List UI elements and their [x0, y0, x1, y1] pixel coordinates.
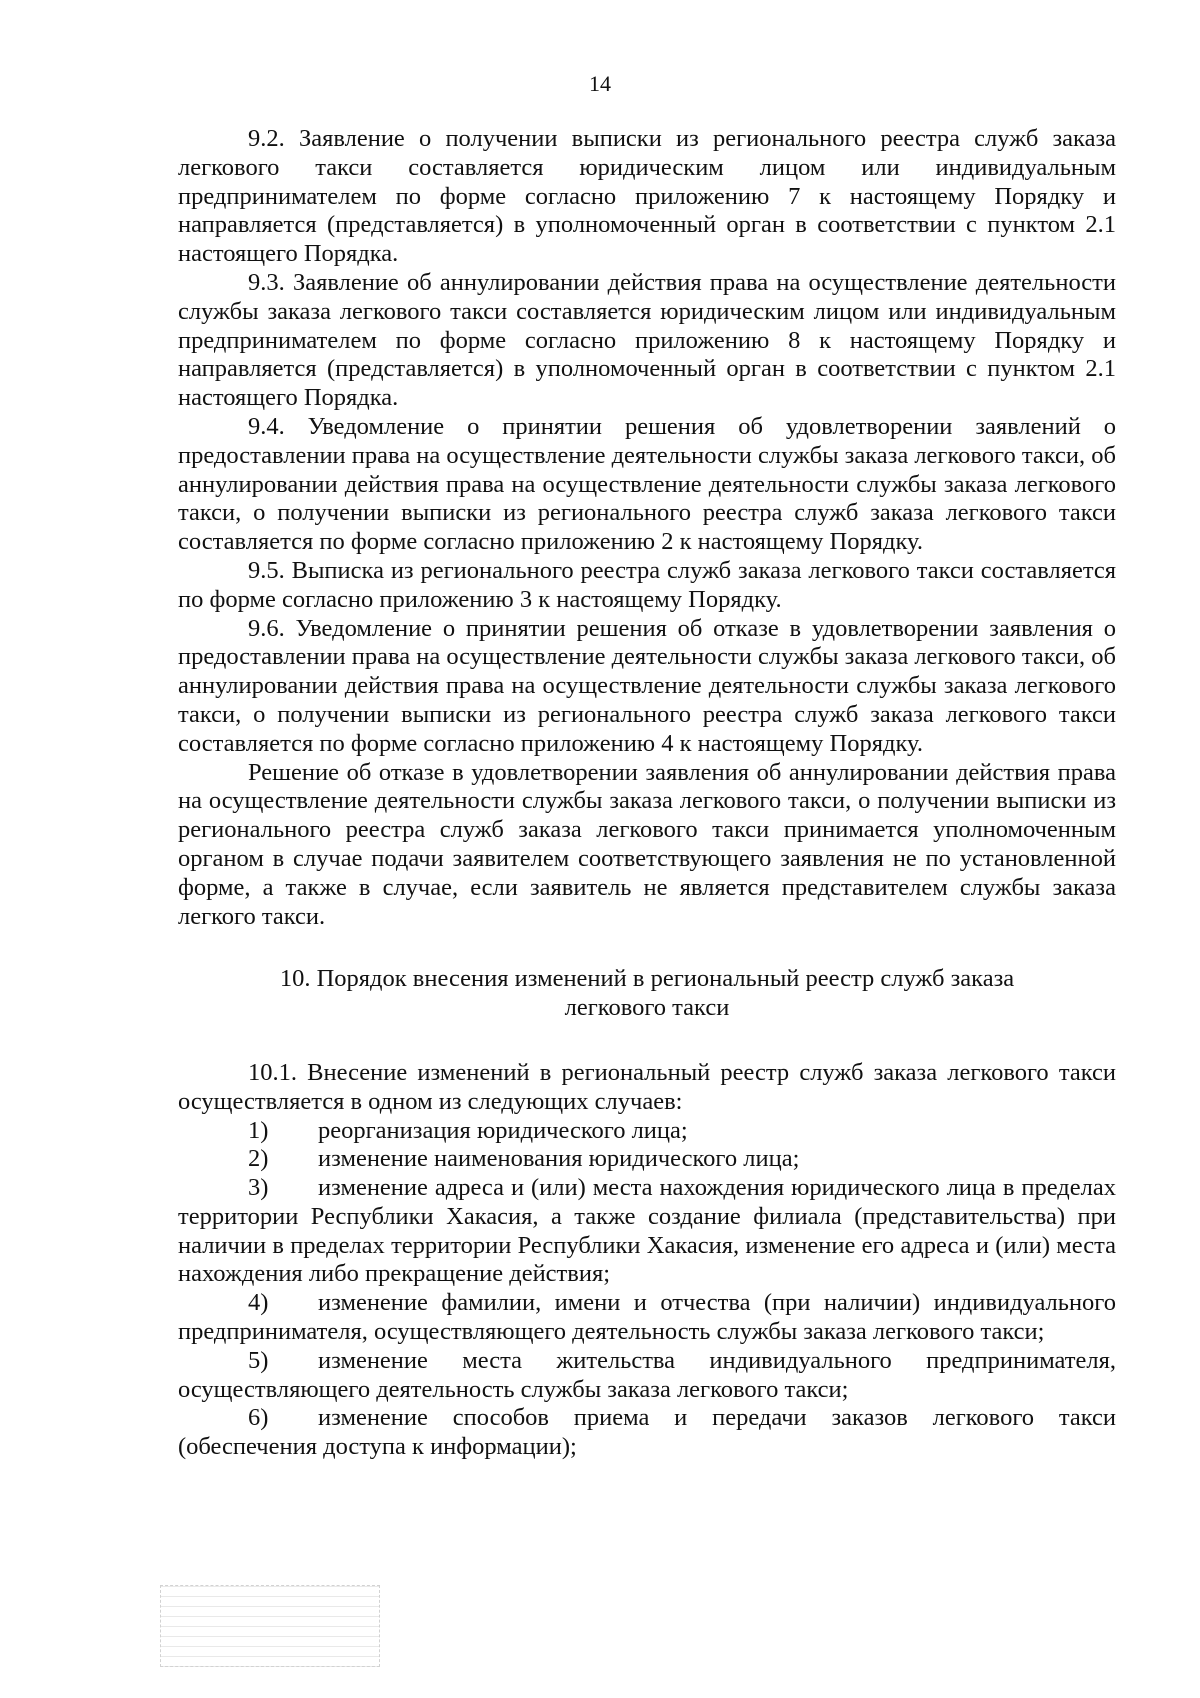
list-item-number: 1) [248, 1116, 269, 1144]
list-item-number: 4) [248, 1289, 269, 1317]
list-item-number: 2) [248, 1145, 269, 1173]
list-item [178, 1117, 1116, 1146]
paragraph-refusal-decision: Решение об отказе в удовлетворении заявления об аннулировании действия права на осуществление деятельности службы заказа легкового такси, о получении выписки из регионального реестра служб заказа легкового такси принимается уполномоченным органом в случае подачи заявителем соответствующего заявления не по установленной форме, а также в случае, если заявитель не является представителем службы заказа легкого такси. [178, 758, 1116, 930]
section-heading-line-1: 10. Порядок внесения изменений в региональный реестр служб заказа [279, 965, 1015, 993]
paragraph-9-5: 9.5. Выписка из регионального реестра служб заказа легкового такси составляется по форме согласно приложению 3 к настоящему Порядку. [178, 556, 1116, 613]
paragraph-9-3: 9.3. Заявление об аннулировании действия права на осуществление деятельности службы заказа легкового такси составляется юридическим лицом или индивидуальным предпринимателем по форме согласно приложению 8 к настоящему Порядку и направляется (представляется) в уполномоченный орган в соответствии с пунктом 2.1 настоящего Порядка. [178, 268, 1116, 412]
list-item [178, 1404, 1116, 1462]
list-item [178, 1289, 1116, 1347]
paragraph-9-6: 9.6. Уведомление о принятии решения об отказе в удовлетворении заявления о предоставлении права на осуществление деятельности службы заказа легкового такси, об аннулировании действия права на осуществление деятельности службы заказа легкового такси, о получении выписки из регионального реестра служб заказа легкового такси составляется по форме согласно приложению 4 к настоящему Порядку. [178, 614, 1116, 757]
paragraph-9-4: 9.4. Уведомление о принятии решения об удовлетворении заявлений о предоставлении права на осуществление деятельности службы заказа легкового такси, об аннулировании действия права на осуществление деятельности службы заказа легкового такси, о получении выписки из регионального реестра служб заказа легкового такси составляется по форме согласно приложению 2 к настоящему Порядку. [178, 412, 1116, 556]
page-number: 14 [589, 71, 611, 96]
faded-stamp-mark [160, 1585, 380, 1667]
section-heading-line-2: легкового такси [564, 994, 730, 1022]
list-item [178, 1174, 1116, 1289]
list-item-text: реорганизация юридического лица; [318, 1116, 688, 1144]
section-heading-10 [178, 965, 1116, 1023]
list-item-number: 6) [248, 1404, 269, 1432]
list-item-number: 3) [248, 1174, 269, 1202]
list-item-text: изменение адреса и (или) места нахождения юридического лица в пределах территории Республики Хакасия, а также создание филиала (представительства) при наличии в пределах территории Республики Хакасия, изменение его адреса и (или) места нахождения либо прекращение действия; [178, 1174, 1116, 1288]
list-item-number: 5) [248, 1346, 269, 1374]
list-item-text: изменение фамилии, имени и отчества (при наличии) индивидуального предпринимателя, осуществляющего деятельность службы заказа легкового такси; [178, 1289, 1116, 1346]
list-item [178, 1145, 1116, 1174]
paragraph-10-1: 10.1. Внесение изменений в региональный реестр служб заказа легкового такси осуществляется в одном из следующих случаев: [178, 1058, 1116, 1115]
document-body [178, 125, 1116, 1462]
list-item [178, 1347, 1116, 1405]
list-item-text: изменение способов приема и передачи заказов легкового такси (обеспечения доступа к информации); [178, 1404, 1116, 1461]
paragraph-9-2: 9.2. Заявление о получении выписки из регионального реестра служб заказа легкового такси составляется юридическим лицом или индивидуальным предпринимателем по форме согласно приложению 7 к настоящему Порядку и направляется (представляется) в уполномоченный орган в соответствии с пунктом 2.1 настоящего Порядка. [178, 125, 1116, 268]
list-item-text: изменение места жительства индивидуального предпринимателя, осуществляющего деятельность службы заказа легкового такси; [178, 1346, 1116, 1403]
list-item-text: изменение наименования юридического лица; [318, 1145, 800, 1173]
